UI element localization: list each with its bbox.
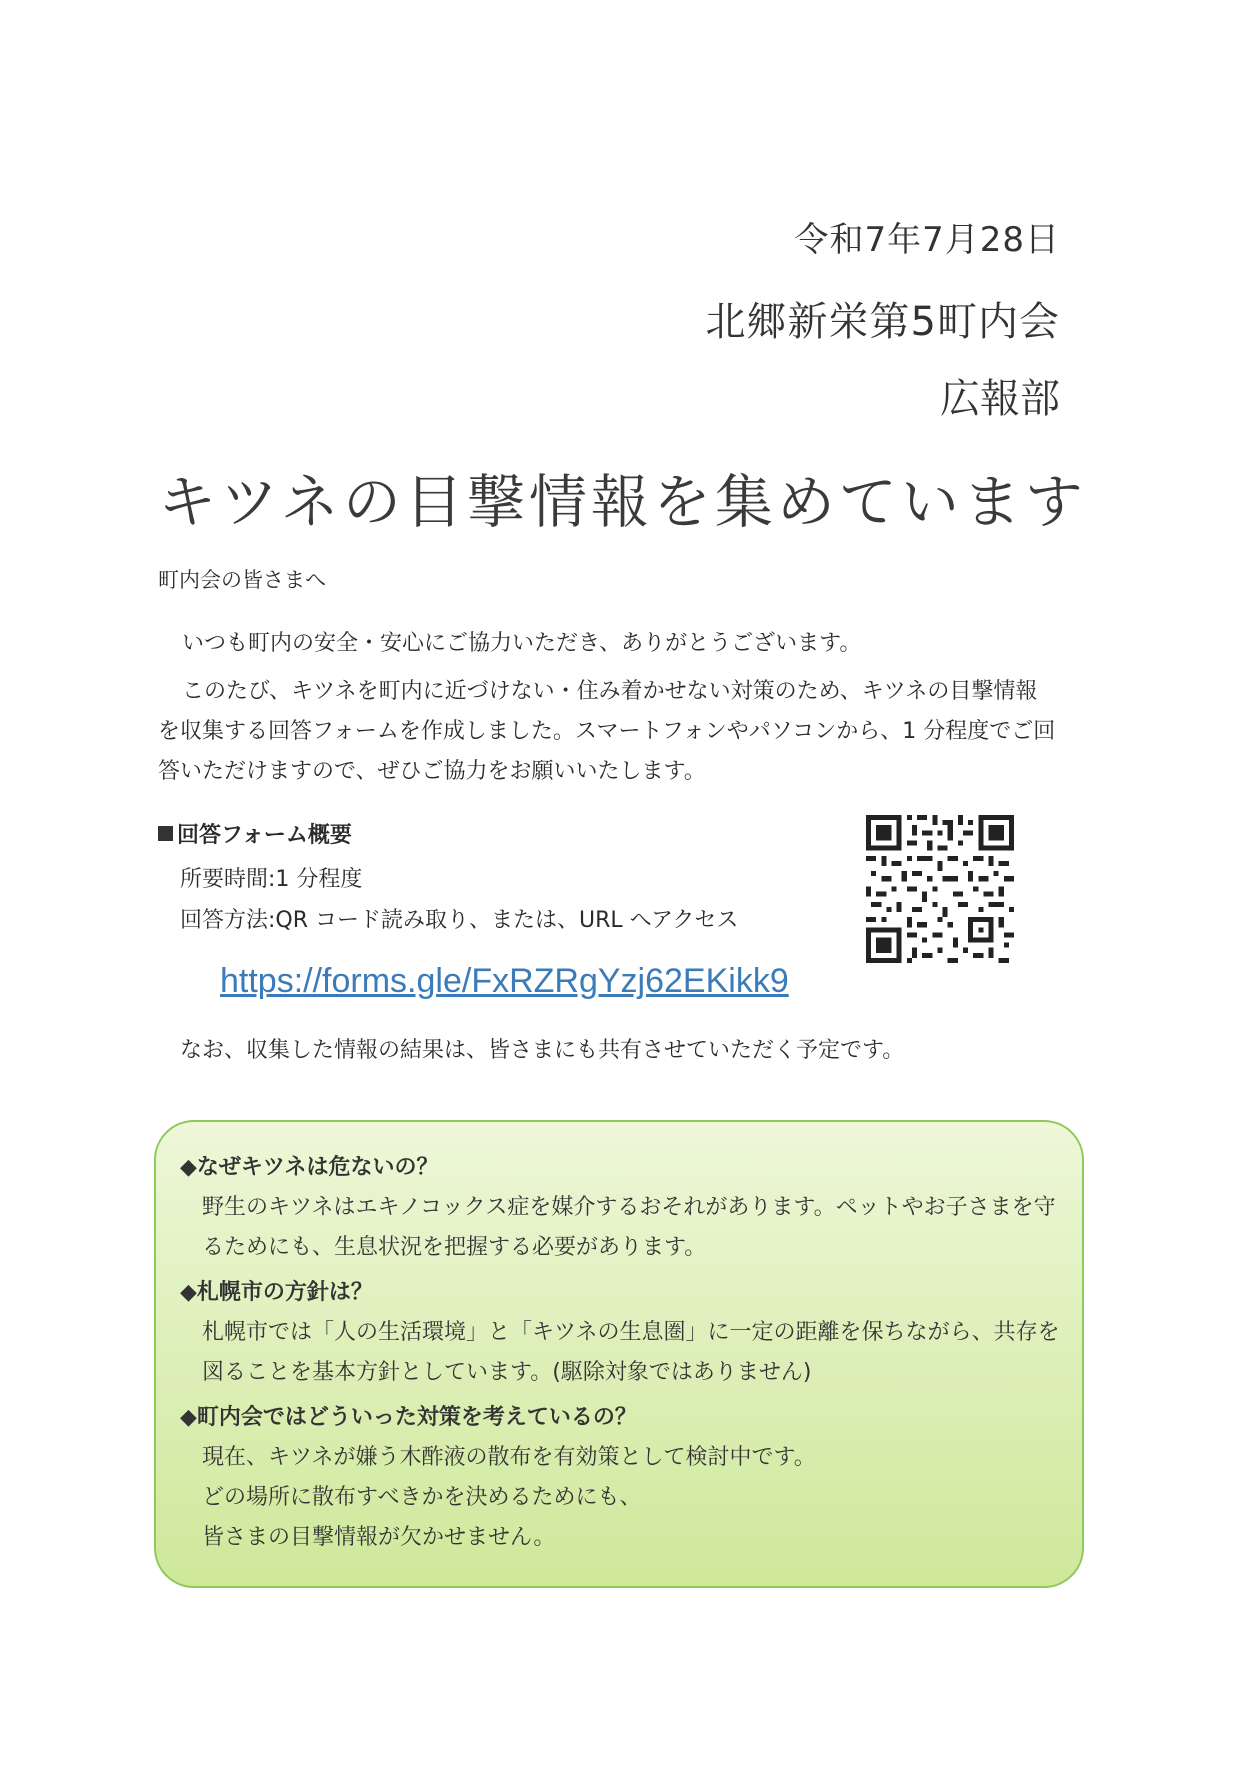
- sharing-note: なお、収集した情報の結果は、皆さまにも共有させていただく予定です。: [180, 1038, 905, 1063]
- faq-answer: 札幌市では「人の生活環境」と「キツネの生息圏」に一定の距離を保ちながら、共存を図ることを基本方針としています。(駆除対象ではありません): [202, 1320, 1060, 1385]
- department-name: 広報部: [940, 376, 1060, 422]
- form-overview-heading-text: 回答フォーム概要: [177, 823, 352, 848]
- faq-question: ◆町内会ではどういった対策を考えているの？: [180, 1405, 637, 1430]
- issue-date: 令和7年7月28日: [794, 220, 1060, 260]
- paragraph-thanks: いつも町内の安全・安心にご協力いただき、ありがとうございます。: [182, 631, 862, 656]
- notice-title: キツネの目撃情報を集めています: [158, 468, 1087, 536]
- faq-answer: 野生のキツネはエキノコックス症を媒介するおそれがあります。ペットやお子さまを守るためにも、生息状況を把握する必要があります。: [202, 1195, 1056, 1260]
- organization-name: 北郷新栄第5町内会: [705, 299, 1060, 345]
- faq-question: ◆なぜキツネは危ないの？: [180, 1155, 439, 1180]
- faq-question: ◆札幌市の方針は？: [180, 1280, 373, 1305]
- greeting: 町内会の皆さまへ: [158, 568, 326, 592]
- faq-answer: 現在、キツネが嫌う木酢液の散布を有効策として検討中です。 どの場所に散布すべきかを決めるためにも、 皆さまの目撃情報が欠かせません。: [202, 1445, 816, 1550]
- square-bullet-icon: [158, 826, 173, 841]
- form-url-link[interactable]: https://forms.gle/FxRZRgYzj62EKikk9: [220, 962, 789, 1000]
- qr-code-icon[interactable]: [866, 814, 1014, 964]
- form-overview-heading: [158, 818, 352, 849]
- form-time: 所要時間:1 分程度: [180, 867, 363, 892]
- form-method: 回答方法:QR コード読み取り、または、URL へアクセス: [180, 908, 739, 933]
- paragraph-purpose: このたび、キツネを町内に近づけない・住み着かせない対策のため、キツネの目撃情報を収集する回答フォームを作成しました。スマートフォンやパソコンから、1 分程度でご回答いただけますので、ぜひご協力をお願いいたします。: [158, 679, 1056, 784]
